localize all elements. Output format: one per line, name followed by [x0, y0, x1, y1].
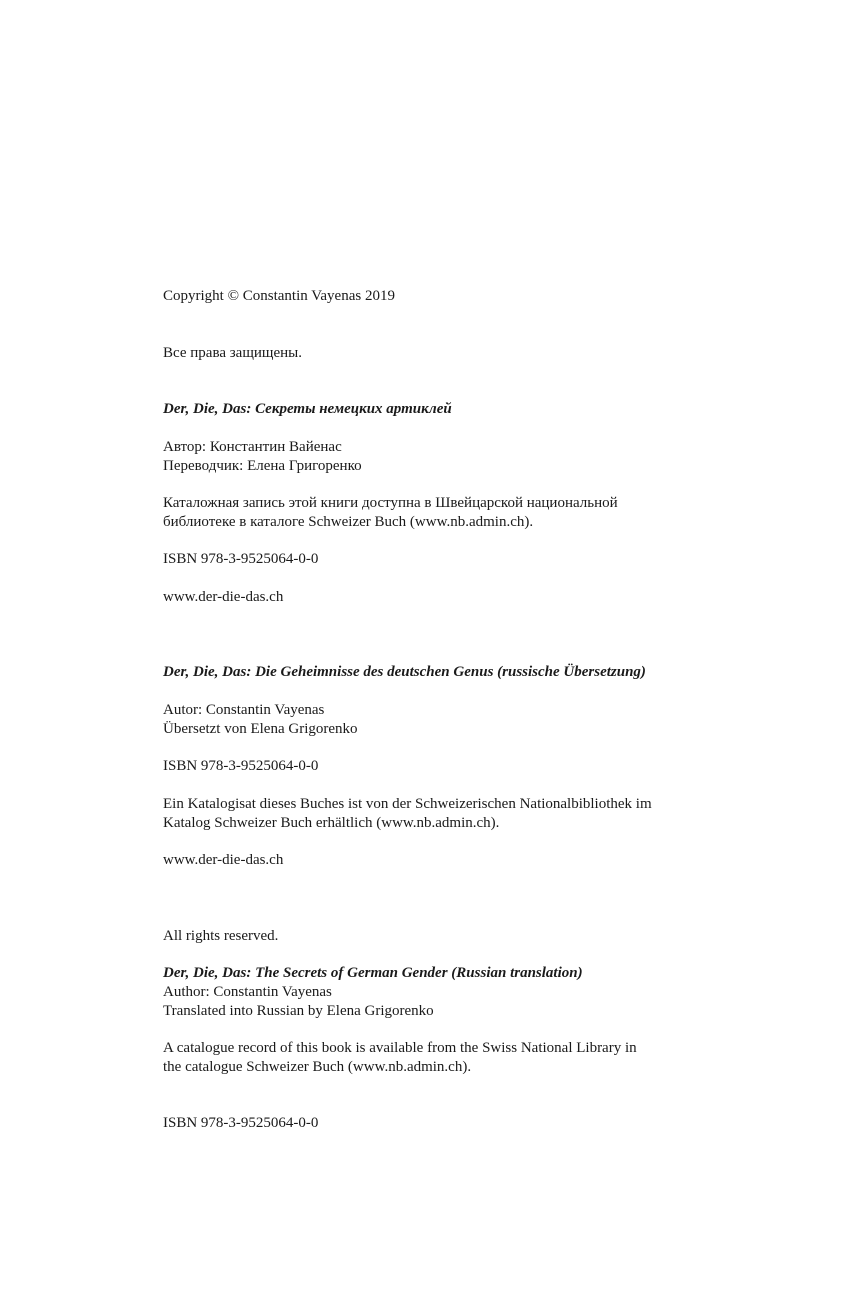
isbn-russian: ISBN 978-3-9525064-0-0 — [163, 551, 319, 567]
catalogue-line-2-russian: библиотеке в каталоге Schweizer Buch (www.nb.admin.ch). — [163, 514, 534, 530]
copyright-notice: Copyright © Constantin Vayenas 2019 — [163, 288, 395, 304]
author-german: Autor: Constantin Vayenas — [163, 702, 325, 718]
translator-german: Übersetzt von Elena Grigorenko — [163, 721, 358, 737]
rights-reserved-russian: Все права защищены. — [163, 345, 302, 361]
translator-english: Translated into Russian by Elena Grigorenko — [163, 1003, 434, 1019]
website-german: www.der-die-das.ch — [163, 852, 284, 868]
catalogue-line-1-russian: Каталожная запись этой книги доступна в Швейцарской национальной — [163, 495, 618, 511]
translator-russian: Переводчик: Елена Григоренко — [163, 458, 362, 474]
book-title-english: Der, Die, Das: The Secrets of German Gender (Russian translation) — [163, 965, 583, 981]
isbn-german: ISBN 978-3-9525064-0-0 — [163, 758, 319, 774]
rights-reserved-english: All rights reserved. — [163, 928, 279, 944]
book-title-german: Der, Die, Das: Die Geheimnisse des deutschen Genus (russische Übersetzung) — [163, 664, 646, 680]
catalogue-line-1-german: Ein Katalogisat dieses Buches ist von der Schweizerischen Nationalbibliothek im — [163, 796, 652, 812]
book-title-russian: Der, Die, Das: Секреты немецких артиклей — [163, 401, 452, 417]
catalogue-line-1-english: A catalogue record of this book is available from the Swiss National Library in — [163, 1040, 637, 1056]
isbn-english: ISBN 978-3-9525064-0-0 — [163, 1115, 319, 1131]
author-english: Author: Constantin Vayenas — [163, 984, 332, 1000]
catalogue-line-2-english: the catalogue Schweizer Buch (www.nb.admin.ch). — [163, 1059, 472, 1075]
catalogue-line-2-german: Katalog Schweizer Buch erhältlich (www.nb.admin.ch). — [163, 815, 500, 831]
author-russian: Автор: Константин Вайенас — [163, 439, 342, 455]
website-russian: www.der-die-das.ch — [163, 589, 284, 605]
